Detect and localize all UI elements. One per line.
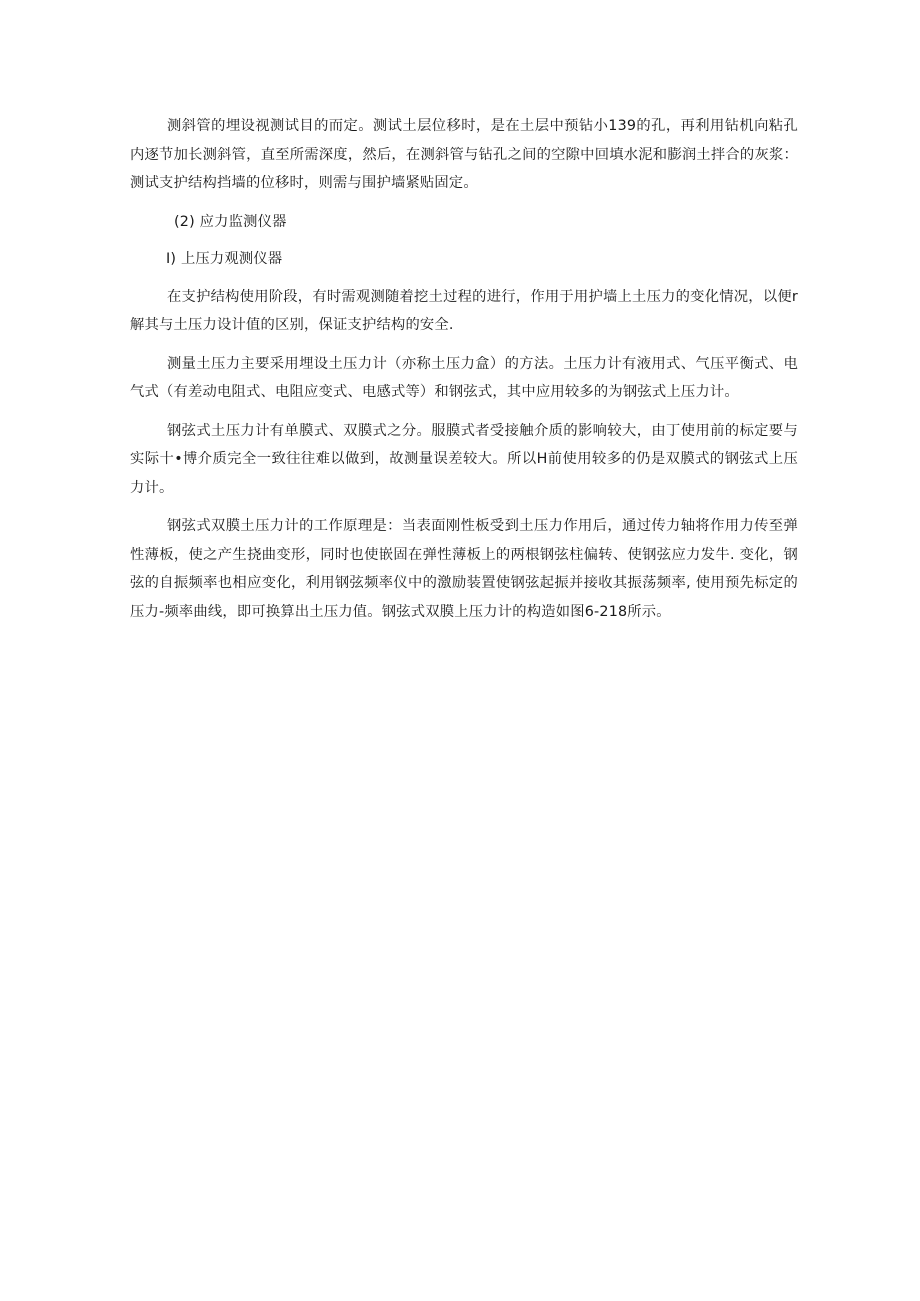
paragraph-measurement-methods: 测量土压力主要采用埋设土压力计（亦称土压力盒）的方法。土压力计有液用式、气压平衡式、电气式（有差动电阻式、电阻应变式、电感式等）和钢弦式，其中应用较多的为钢弦式上压力计。 bbox=[130, 355, 798, 400]
section-heading-stress-monitoring: (2) 应力监测仪器 bbox=[174, 213, 287, 230]
document-body bbox=[130, 112, 798, 636]
paragraph-observation-purpose: 在支护结构使用阶段，有时需观测随着挖土过程的进行，作用于用护墙上土压力的变化情况，以便r解其与土压力设计值的区别，保证支护结构的安全. bbox=[130, 288, 798, 333]
paragraph-inclinometer-installation: 测斜管的埋设视测试目的而定。测试土层位移时，是在土层中预钻小139的孔，再利用钻机向粘孔内逐节加长测斜管，直至所需深度，然后，在测斜管与钻孔之间的空隙中回填水泥和膨润土拌合的灰浆：测试支护结构挡墙的位移时，则需与围护墙紧贴固定。 bbox=[130, 118, 798, 191]
paragraph-membrane-types: 钢弦式土压力计有单膜式、双膜式之分。服膜式者受接触介质的影响较大，由丁使用前的标定要与实际十•博介质完全一致往往难以做到，故测量误差较大。所以H前使用较多的仍是双膜式的钢弦式上压力计。 bbox=[130, 422, 798, 496]
paragraph-working-principle: 钢弦式双膜土压力计的工作原理是：当表面刚性板受到土压力作用后，通过传力轴将作用力传至弹性薄板，使之产生挠曲变形，同时也使嵌固在弹性薄板上的两根钢弦柱偏转、使钢弦应力发牛. 变化，钢弦的自振频率也相应变化，利用钢弦频率仪中的激励装置使钢弦起振并接收其振荡频率, 使用预先标定的压力-频率曲线，即可换算出土压力值。钢弦式双膜上压力计的构造如图6-218所示。 bbox=[130, 518, 798, 620]
subsection-heading-earth-pressure: I) 上压力观测仪器 bbox=[166, 251, 283, 267]
